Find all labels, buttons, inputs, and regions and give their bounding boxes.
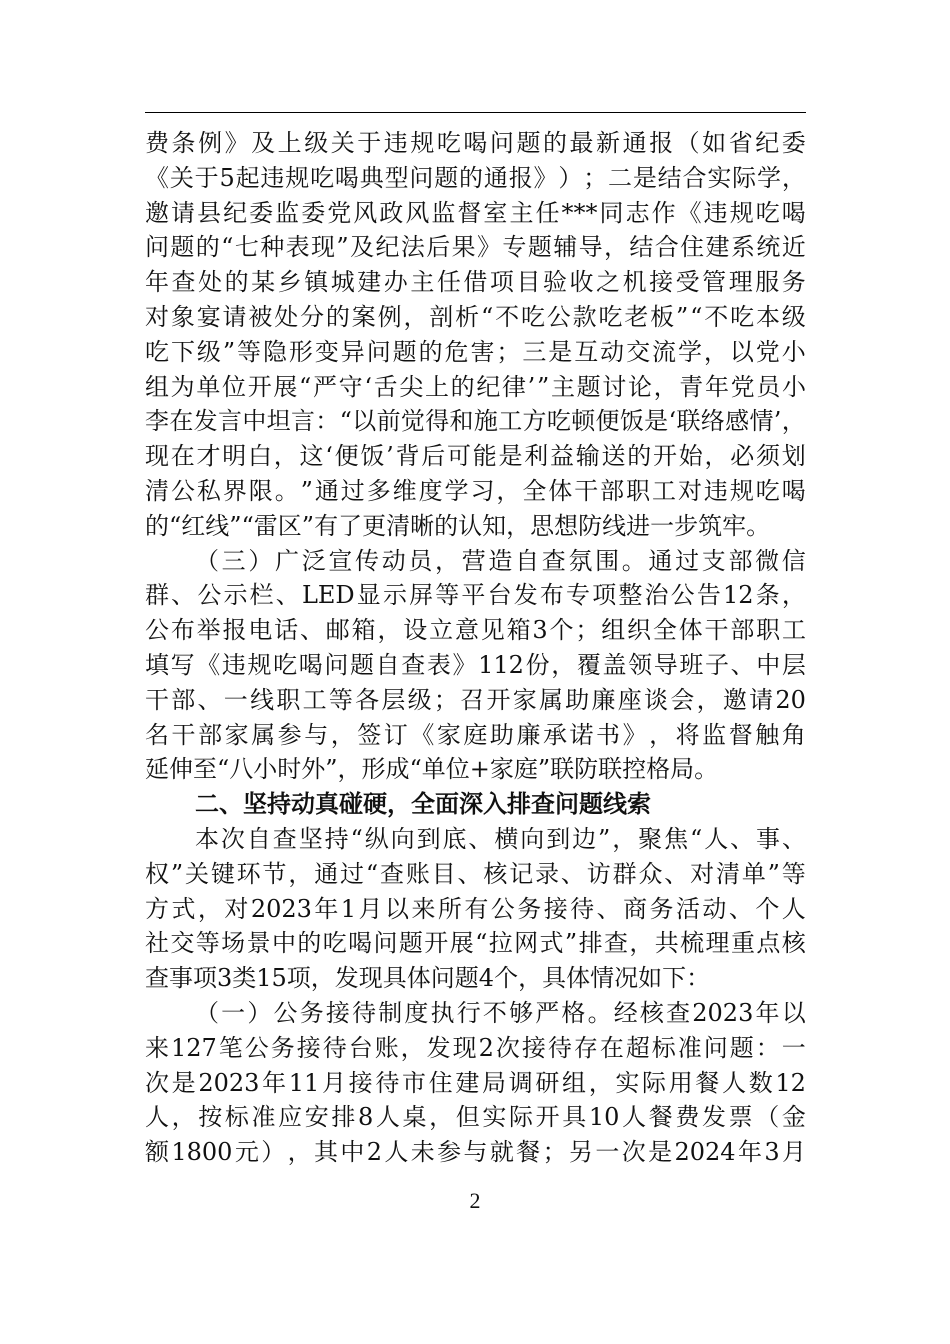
text-line: 组 为 单 位 开 展 “ 严 守 ‘ 舌 尖 上 的 纪 律 ’ ” 主 题 讨 论 ， 青 年 党 员 小	[145, 372, 806, 401]
text-line: 问 题 的 “ 七 种 表 现 ” 及 纪 法 后 果 》 专 题 辅 导 ， 结 合 住 建 系 统 近	[145, 233, 806, 262]
text-line: 权 ” 关 键 环 节 ， 通 过 “ 查 账 目 、 核 记 录 、 访 群 众 、 对 清 单 ” 等	[145, 859, 806, 888]
document-body	[145, 126, 806, 1170]
text-line: 年 查 处 的 某 乡 镇 城 建 办 主 任 借 项 目 验 收 之 机 接 受 管 理 服 务	[145, 268, 806, 297]
page-number: 2	[469, 1188, 481, 1213]
text-line: 人 ， 按 标 准 应 安 排 8 人 桌 ， 但 实 际 开 具 10 人 餐 费 发 票 （ 金	[145, 1103, 806, 1132]
text-line: 查事项3类15项，发现具体问题4个，具体情况如下：	[145, 964, 711, 993]
text-line: 公 布 举 报 电 话 、 邮 箱 ， 设 立 意 见 箱 3 个 ； 组 织 全 体 干 部 职 工	[145, 616, 806, 645]
text-line: 的“红线”“雷区”有了更清晰的认知，思想防线进一步筑牢。	[145, 511, 771, 540]
text-line: 本 次 自 查 坚 持 “ 纵 向 到 底 、 横 向 到 边 ” ， 聚 焦 “ 人 、 事 、	[195, 824, 806, 853]
text-line: 《 关 于 5 起 违 规 吃 喝 典 型 问 题 的 通 报 》 ） ； 二 是 结 合 实 际 学 ，	[145, 163, 806, 192]
text-line: 现 在 才 明 白 ， 这 ‘ 便 饭 ’ 背 后 可 能 是 利 益 输 送 的 开 始 ， 必 须 划	[145, 442, 806, 471]
text-line: 名 干 部 家 属 参 与 ， 签 订 《 家 庭 助 廉 承 诺 书 》 ， 将 监 督 触 角	[145, 720, 806, 749]
text-line: 来 127 笔 公 务 接 待 台 账 ， 发 现 2 次 接 待 存 在 超 标 准 问 题 ： 一	[145, 1033, 806, 1062]
text-line: 邀 请 县 纪 委 监 委 党 风 政 风 监 督 室 主 任 *** 同 志 作 《 违 规 吃 喝	[145, 198, 806, 227]
text-line: 干 部 、 一 线 职 工 等 各 层 级 ； 召 开 家 属 助 廉 座 谈 会 ， 邀 请 20	[145, 685, 806, 714]
text-line: 吃 下 级 ” 等 隐 形 变 异 问 题 的 危 害 ； 三 是 互 动 交 流 学 ， 以 党 小	[145, 337, 806, 366]
text-line: 对 象 宴 请 被 处 分 的 案 例 ， 剖 析 “ 不 吃 公 款 吃 老 板 ” “ 不 吃 本 级	[145, 302, 806, 331]
text-line: 社 交 等 场 景 中 的 吃 喝 问 题 开 展 “ 拉 网 式 ” 排 查 ， 共 梳 理 重 点 核	[145, 929, 806, 958]
text-line: 清 公 私 界 限 。 ” 通 过 多 维 度 学 习 ， 全 体 干 部 职 工 对 违 规 吃 喝	[145, 476, 806, 505]
text-line: 额 1800 元 ） ， 其 中 2 人 未 参 与 就 餐 ； 另 一 次 是 2024 年 3 月	[145, 1138, 806, 1167]
text-line: 群 、 公 示 栏 、 LED 显 示 屏 等 平 台 发 布 专 项 整 治 公 告 12 条 ，	[145, 581, 806, 610]
text-line: 次 是 2023 年 11 月 接 待 市 住 建 局 调 研 组 ， 实 际 用 餐 人 数 12	[145, 1068, 806, 1097]
text-line: 方 式 ， 对 2023 年 1 月 以 来 所 有 公 务 接 待 、 商 务 活 动 、 个 人	[145, 894, 806, 923]
text-line: 李 在 发 言 中 坦 言 ： “ 以 前 觉 得 和 施 工 方 吃 顿 便 饭 是 ‘ 联 络 感 情 ’ ，	[145, 407, 806, 436]
section-heading: 二、坚持动真碰硬，全面深入排查问题线索	[195, 789, 651, 819]
text-line: 费 条 例 》 及 上 级 关 于 违 规 吃 喝 问 题 的 最 新 通 报 （ 如 省 纪 委	[145, 129, 806, 157]
text-line: 延伸至“八小时外”，形成“单位+家庭”联防联控格局。	[145, 755, 719, 784]
header-rule	[145, 112, 806, 113]
text-line: （ 一 ） 公 务 接 待 制 度 执 行 不 够 严 格 。 经 核 查 2023 年 以	[195, 998, 806, 1027]
text-line: （ 三 ） 广 泛 宣 传 动 员 ， 营 造 自 查 氛 围 。 通 过 支 部 微 信	[195, 546, 806, 575]
text-line: 填 写 《 违 规 吃 喝 问 题 自 查 表 》 112 份 ， 覆 盖 领 导 班 子 、 中 层	[145, 650, 806, 679]
